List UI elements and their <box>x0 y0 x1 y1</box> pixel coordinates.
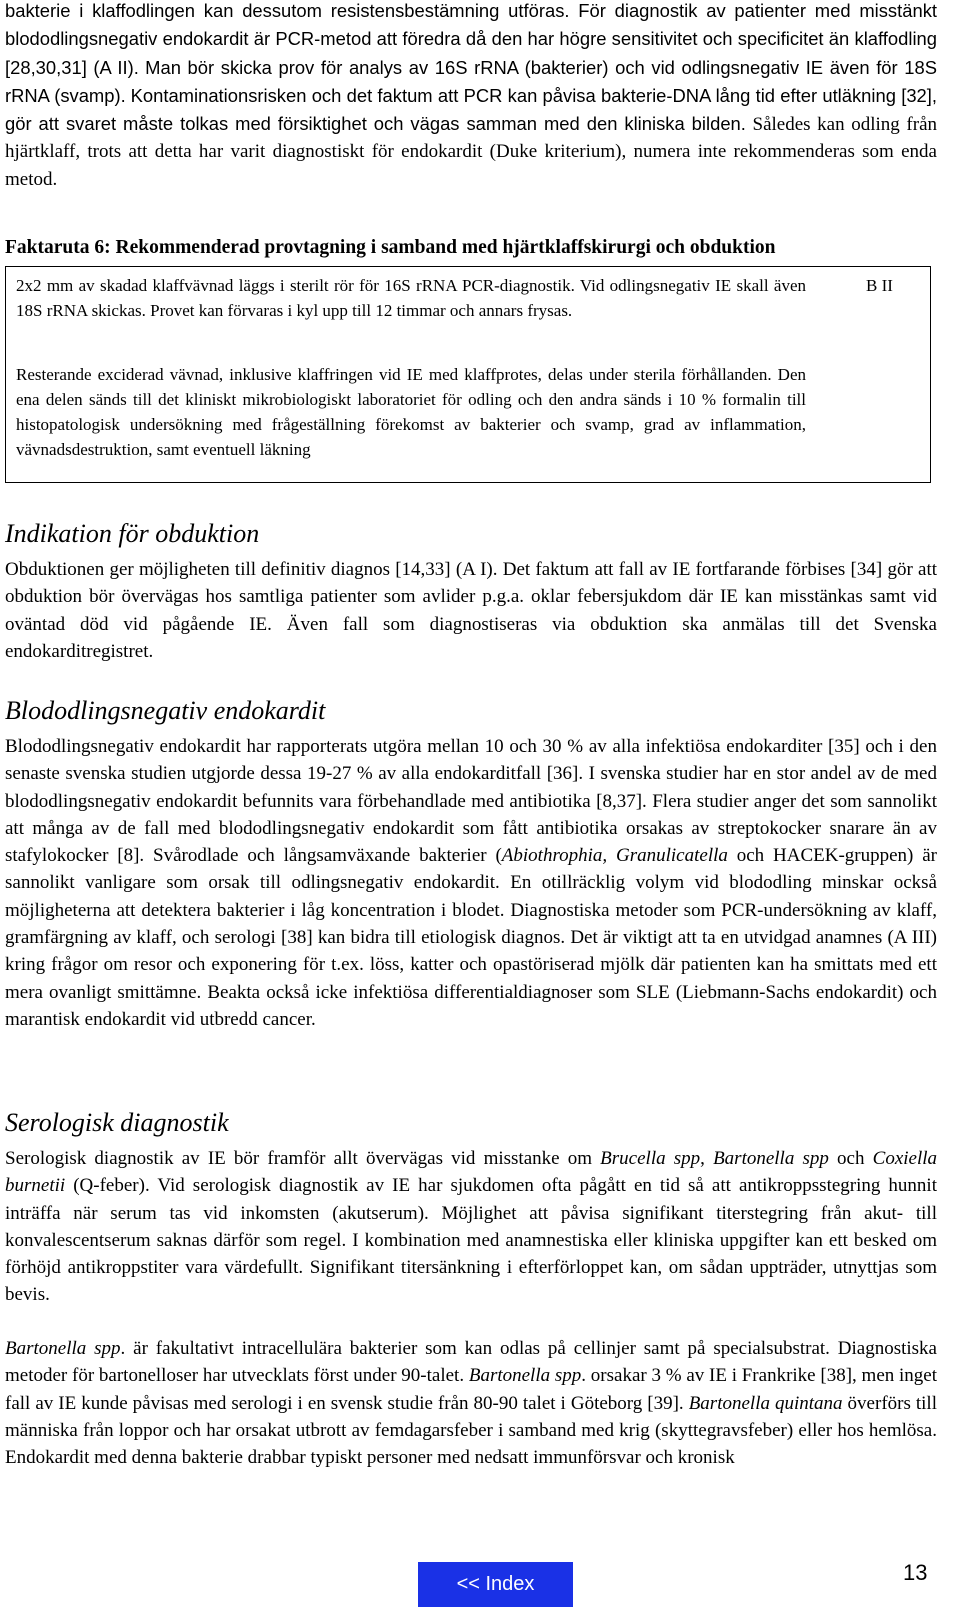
species-bartonella: Bartonella spp <box>5 1338 121 1359</box>
serologi-text: . är fakultativt intracellulära bakterier som kan odlas på cellinjer samt på specialsubstrat. Diagnostiska metoder för bartonelloser har utvecklats först under 90-talet. <box>5 1338 937 1387</box>
species-bartonella-quintana: Bartonella quintana <box>688 1392 843 1414</box>
obduktion-paragraph: Obduktionen ger möjligheten till definitiv diagnos [14,33] (A I). Det faktum att fall av IE fortfarande förbises [34] gör att obduktion bör övervägas hos samtliga patienter som avlider p.g.a. oklar febersjukdom där IE kan misstänkas samt vid oväntad död vid pågående IE. Även fall som diagnostiseras via obduktion ska anmälas till det Svenska endokarditregistret. <box>5 559 937 662</box>
blododling-text-1: Blododlingsnegativ endokardit har rapporterats utgöra mellan 10 och 30 % av alla infektiösa endokarditer [35] och i den senaste svenska studien utgjorde dessa 19-27 % av alla endokarditfall [36]. I svenska studier har en stor andel av de med blododlingsnegativ endokardit befunnits vara förbehandlade med antibiotika [8,37]. Flera studier anger det som sannolikt att många av de fall med blododlingsnegativ endokardit som fått antibiotika orsakas av streptokocker snarare än av stafylokocker [8]. Svårodlade och långsamväxande bakterier ( <box>5 736 937 867</box>
evidence-grade: B II <box>866 276 893 295</box>
serologi-paragraph-1 <box>5 1145 937 1309</box>
heading-blododlingsnegativ: Blododlingsnegativ endokardit <box>5 696 326 725</box>
serologi-text: och <box>828 1148 873 1169</box>
serologi-text: Serologisk diagnostik av IE bör framför allt övervägas vid misstanke om <box>5 1148 601 1169</box>
faktaruta-box <box>5 266 931 483</box>
page-number: 13 <box>903 1560 928 1585</box>
intro-paragraph <box>5 0 937 193</box>
index-button[interactable]: << Index <box>418 1562 573 1607</box>
serologi-text: (Q-feber). Vid serologisk diagnostik av IE har sjukdomen ofta pågått en tid så att antikroppsstegring hunnit inträffa när serum tas vid inkomsten (akutserum). Möjlighet att påvisa signifikant titerstegring från akut- till konvalescentserum saknas därför som regel. I kombination med anamnestiska eller kliniska uppgifter kan ett besked om förhöjd antikroppstiter vara värdefullt. Signifikant titersänkning i efterförloppet kan, om sådan uppträder, utnyttjas som bevis. <box>5 1175 937 1306</box>
serologi-separator: , <box>700 1148 714 1169</box>
species-bartonella: Bartonella spp <box>468 1365 582 1387</box>
intro-sentence-4: Således kan odling från hjärtklaff, trots att detta har varit diagnostiskt för endokardit (Duke kriterium), numera inte rekommenderas som enda metod. <box>5 114 937 190</box>
species-brucella: Brucella spp <box>600 1148 701 1169</box>
serologi-text: överförs till människa från loppor och har orsakat utbrott av femdagarsfeber i samband med krig (skyttegravsfeber) eller hos hemlösa. Endokardit med denna bakterie drabbar typiskt personer med nedsatt immunförsvar och kronisk <box>5 1392 937 1469</box>
species-bartonella: Bartonella spp <box>713 1148 829 1169</box>
intro-sentence-2: Man bör skicka prov för analys av 16S rRNA (bakterier) och vid odlingsnegativ IE även för 18S rRNA (svamp). <box>5 56 938 106</box>
faktaruta-paragraph-2: Resterande exciderad vävnad, inklusive klaffringen vid IE med klaffprotes, delas under sterila förhållanden. Den ena delen sänds till det kliniskt mikrobiologiskt laboratoriet för odling och den andra sänds i 10 % formalin till histopatologisk undersökning med frågeställning förekomst av bakterier och svamp, grad av inflammation, vävnadsdestruktion, samt eventuell läkning <box>16 365 806 459</box>
faktaruta-title: Faktaruta 6: Rekommenderad provtagning i samband med hjärtklaffskirurgi och obduktion <box>5 237 776 258</box>
blododling-text-2: och HACEK-gruppen) är sannolikt vanligare som orsak till odlingsnegativ endokardit. En otillräcklig volym vid blododling minskar också möjligheterna att detektera bakterier i låg koncentration i blodet. Diagnostiska metoder som PCR-undersökning av klaff, gramfärgning av klaff, och serologi [38] kan bidra till etiologisk diagnos. Det är viktigt att ta en utvidgad anamnes (A III) kring frågor om resor och exponering för t.ex. löss, katter och opastöriserad mjölk där patienten kan ha smittats med ett mera ovanligt smittämne. Beakta också icke infektiösa differentialdiagnoser som SLE (Liebmann-Sachs endokardit) och marantisk endokardit vid utbredd cancer. <box>5 845 937 1030</box>
serologi-paragraph-2 <box>5 1335 937 1471</box>
serologi-text: . orsakar 3 % av IE i Frankrike [38], men inget fall av IE kunde påvisas med serologi i en svensk studie från 80-90 talet i Göteborg [39]. <box>5 1365 937 1414</box>
intro-sentence-3: Kontaminationsrisken och det faktum att PCR kan påvisa bakterie-DNA lång tid efter utläkning [32], gör att svaret måste tolkas med försiktighet och vägas samman med den kliniska bilden. <box>5 84 937 135</box>
blododling-species: Abiothrophia, Granulicatella <box>501 845 728 867</box>
faktaruta-paragraph-1: 2x2 mm av skadad klaffvävnad läggs i sterilt rör för 16S rRNA PCR-diagnostik. Vid odlingsnegativ IE skall även 18S rRNA skickas. Provet kan förvaras i kyl upp till 12 timmar och annars frysas. <box>16 276 806 320</box>
species-coxiella: Coxiella burnetii <box>5 1148 938 1197</box>
blododling-paragraph <box>5 733 937 1033</box>
heading-serologisk: Serologisk diagnostik <box>5 1108 229 1137</box>
heading-obduktion: Indikation för obduktion <box>5 519 260 548</box>
intro-sentence-1: bakterie i klaffodlingen kan dessutom resistensbestämning utföras. För diagnostik av patienter med misstänkt blododlingsnegativ endokardit är PCR-metod att föredra då den har högre sensitivitet och specificitet än klaffodling [28,30,31] (A II). <box>5 0 937 78</box>
